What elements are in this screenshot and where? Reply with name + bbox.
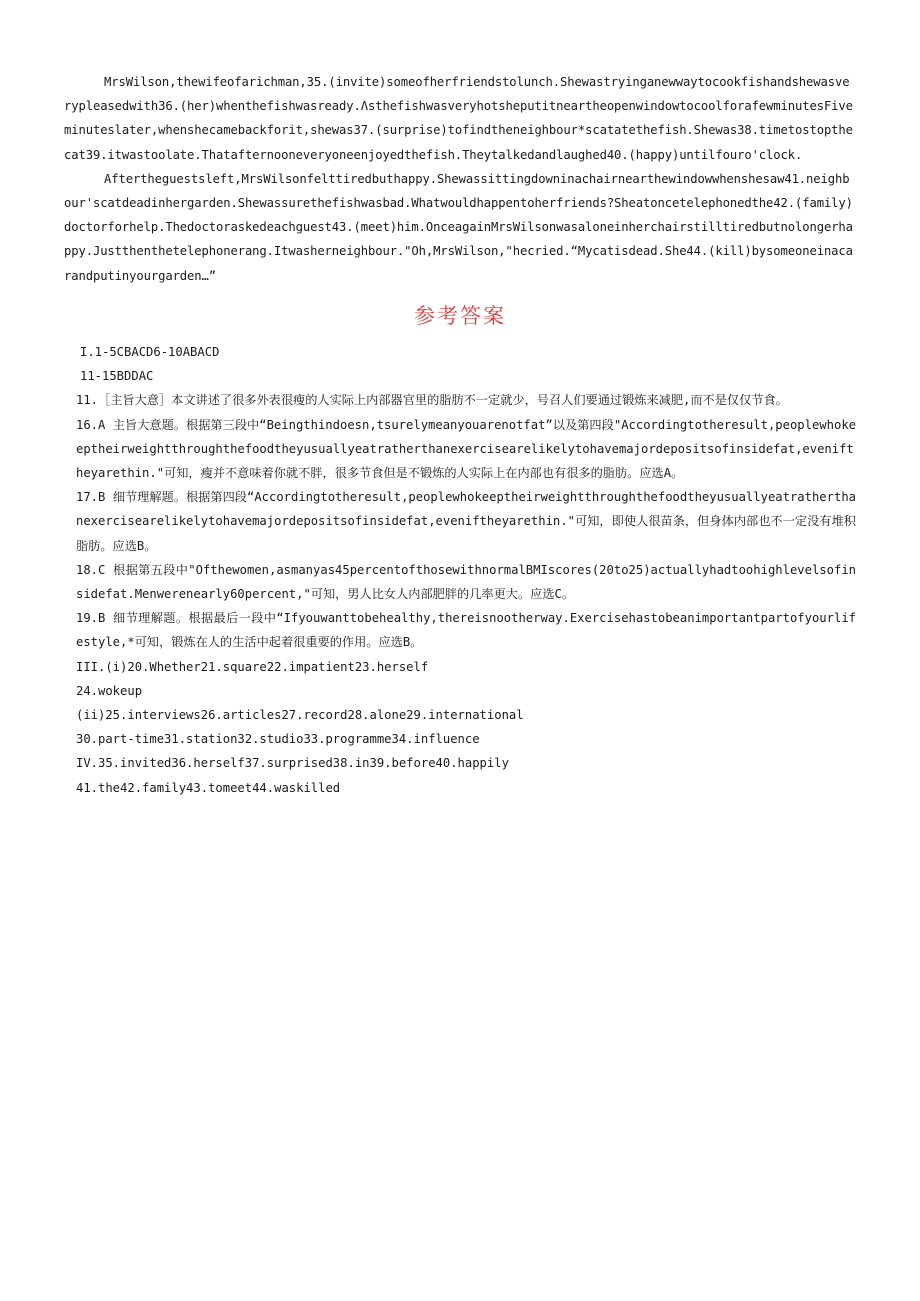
passage-paragraph-1: MrsWilson,thewifeofarichman,35.(invite)someofherfriendstolunch.Shewastryinganewwaytocookfishandshewasverypleasedwith36.(her)whenthefishwasready.ΛsthefishwasveryhotsheputitneartheopenwindowtocoolforafewminutesFiveminuteslater,whenshecamebackforit,shewas37.(surprise)tofindtheneighbour*scatatethefish.Shewas38.timetostopthecat39.itwastoolate.Thatafternooneveryoneenjoyedthefish.Theytalkedandlaughed40.(happy)untilfouro'clock. — [64, 75, 853, 162]
cloze-passage — [64, 70, 856, 288]
answer-line-30-34: 30.part-time31.station32.studio33.programme34.influence — [76, 732, 480, 747]
answer-line-11-15: 11-15BDDAC — [80, 369, 154, 384]
answer-line-part-1: I.1-5CBACD6-10ABACD — [80, 345, 220, 359]
explanation-16: 16.A 主旨大意题。根据第三段中“Beingthindoesn,tsurelymeanyouarenotfat”以及第四段"Accordingtotheresult,peoplewhokeeptheirweightthroughthefoodtheyusuallyeatratherthanexercisearelikelytohavemajordepositsofinsidefat,eveniftheyarethin."可知，瘦并不意味着你就不胖，很多节食但是不锻炼的人实际上在内部也有很多的脂肪。应选A。 — [76, 417, 856, 481]
answer-line-24: 24.wokeup — [76, 683, 143, 698]
answer-line-41-44: 41.the42.family43.tomeet44.waskilled — [76, 780, 341, 795]
explanation-19: 19.B 细节理解题。根据最后一段中“Ifyouwanttobehealthy,thereisnootherway.Exercisehastobeanimportantpartofyourlifestyle,*可知，锻炼在人的生活中起着很重要的作用。应选B。 — [76, 611, 856, 650]
answer-line-part-3-ii: (ii)25.interviews26.articles27.record28.alone29.international — [76, 708, 524, 723]
passage-paragraph-2: Aftertheguestsleft,MrsWilsonfelttiredbuthappy.Shewassittingdowninachairnearthewindowwhenshesaw41.neighbour'scatdeadinhergarden.Shewassurethefishwasbad.Whatwouldhappentoherfriends?Sheatoncetelephonedthe42.(family)doctorforhelp.Thedoctoraskedeachguest43.(meet)him.OnceagainMrsWilsonwasaloneinherchairstilltiredbutnolongerhappy.Justthenthetelephonerang.Itwasherneighbour."Oh,MrsWilson,"hecried.“Mycatisdead.She44.(kill)bysomeoneinacarandputinyourgarden…” — [64, 171, 853, 283]
answer-line-part-4: IV.35.invited36.herself37.surprised38.in39.before40.happily — [76, 756, 509, 771]
answer-line-part-3-i: III.(i)20.Whether21.square22.impatient23.herself — [76, 659, 429, 674]
explanation-18: 18.C 根据第五段中"Ofthewomen,asmanyas45percentofthosewithnormalBMIscores(20to25)actuallyhadtoohighlevelsofinsidefat.Menwerenearly60percent,"可知，男人比女人内部肥胖的几率更大。应选C。 — [76, 562, 856, 602]
explanation-17: 17.B 细节理解题。根据第四段“Accordingtotheresult,peoplewhokeeptheirweightthroughthefoodtheyusuallyeatratherthanexercisearelikelytohavemajordepositsofinsidefat,eveniftheyarethin."可知，即使人很苗条，但身体内部也不一定没有堆积脂肪。应选B。 — [76, 490, 856, 553]
explanation-11: 11.［主旨大意］本文讲述了很多外表很瘦的人实际上内部器官里的脂肪不一定就少，号召人们要通过锻炼来减肥,而不是仅仅节食。 — [76, 393, 788, 408]
answer-key — [64, 340, 856, 800]
answer-key-heading: 参考答案 — [414, 304, 506, 328]
